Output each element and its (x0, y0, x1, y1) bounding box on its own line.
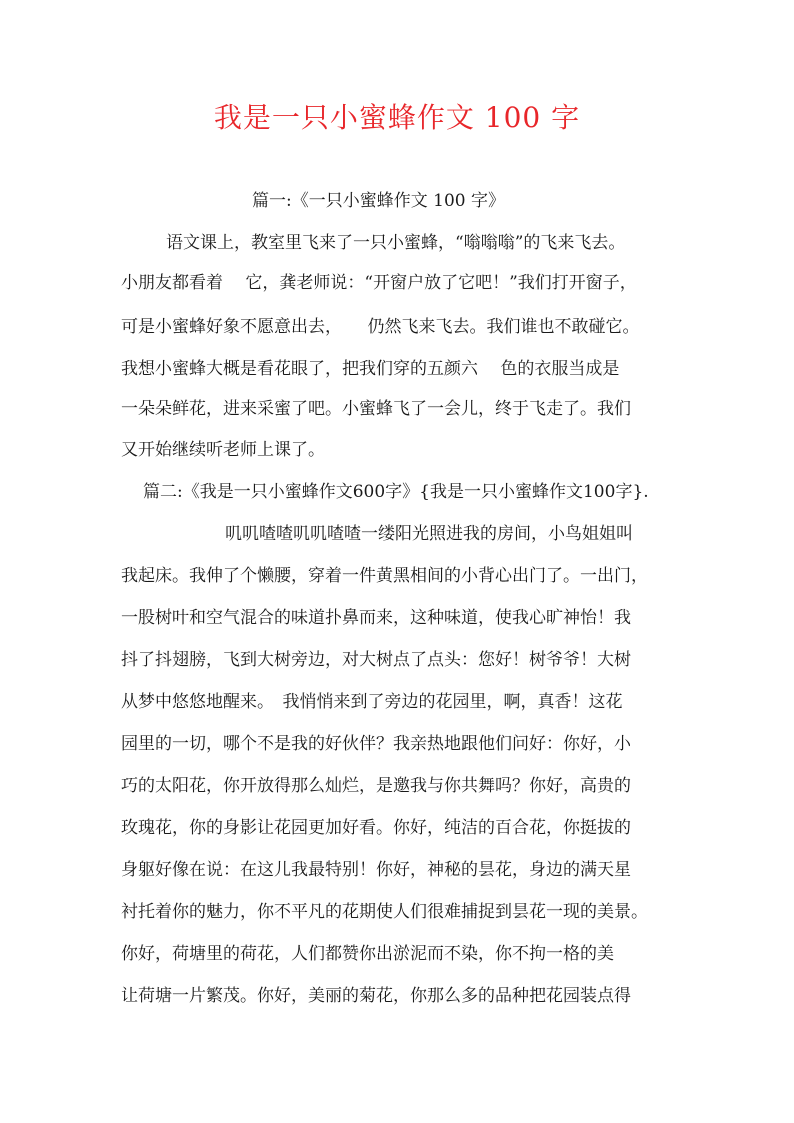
section-2-line: 叽叽喳喳叽叽喳喳一缕阳光照进我的房间，小鸟姐姐叫 (225, 524, 633, 544)
section-1-line: 语文课上，教室里飞来了一只小蜜蜂，“嗡嗡嗡”的飞来飞去。 (166, 233, 626, 253)
section-2-line: 一股树叶和空气混合的味道扑鼻而来，这种味道，使我心旷神怡！我 (121, 608, 631, 628)
section-2-line: 从梦中悠悠地醒来。 我悄悄来到了旁边的花园里，啊，真香！这花 (121, 692, 623, 712)
section-2-line: 身躯好像在说：在这儿我最特别！你好，神秘的昙花，身边的满天星 (121, 860, 631, 880)
section-2-line: 园里的一切，哪个不是我的好伙伴？我亲热地跟他们问好：你好，小 (121, 734, 631, 754)
section-2-line: 我起床。我伸了个懒腰，穿着一件黄黑相间的小背心出门了。一出门， (121, 566, 648, 586)
section-1-line: 可是小蜜蜂好象不愿意出去， 仍然飞来飞去。我们谁也不敢碰它。 (121, 317, 640, 337)
section-2-line: 你好，荷塘里的荷花，人们都赞你出淤泥而不染，你不拘一格的美 (121, 944, 614, 964)
section-2-line: 抖了抖翅膀，飞到大树旁边，对大树点了点头：您好！树爷爷！大树 (121, 650, 631, 670)
section-1-line: 又开始继续听老师上课了。 (121, 440, 325, 460)
section-1-line: 一朵朵鲜花，进来采蜜了吧。小蜜蜂飞了一会儿，终于飞走了。我们 (121, 399, 631, 419)
section-1-heading: 篇一:《一只小蜜蜂作文 100 字》 (252, 191, 505, 211)
section-1-line: 我想小蜜蜂大概是看花眼了，把我们穿的五颜六 色的衣服当成是 (121, 359, 620, 379)
section-2-line: 衬托着你的魅力，你不平凡的花期使人们很难捕捉到昙花一现的美景。 (121, 902, 648, 922)
section-2-line: 让荷塘一片繁茂。你好，美丽的菊花，你那么多的品种把花园装点得 (121, 986, 631, 1006)
section-1-line: 小朋友都看着 它，龚老师说：“开窗户放了它吧！”我们打开窗子， (121, 273, 637, 293)
section-2-line: 巧的太阳花，你开放得那么灿烂，是邀我与你共舞吗？你好，高贵的 (121, 776, 631, 796)
section-2-line: 玫瑰花，你的身影让花园更加好看。你好，纯洁的百合花，你挺拔的 (121, 818, 631, 838)
document-title: 我是一只小蜜蜂作文 100 字 (213, 101, 581, 134)
section-2-heading: 篇二:《我是一只小蜜蜂作文600字》{我是一只小蜜蜂作文100字}. (143, 482, 649, 502)
